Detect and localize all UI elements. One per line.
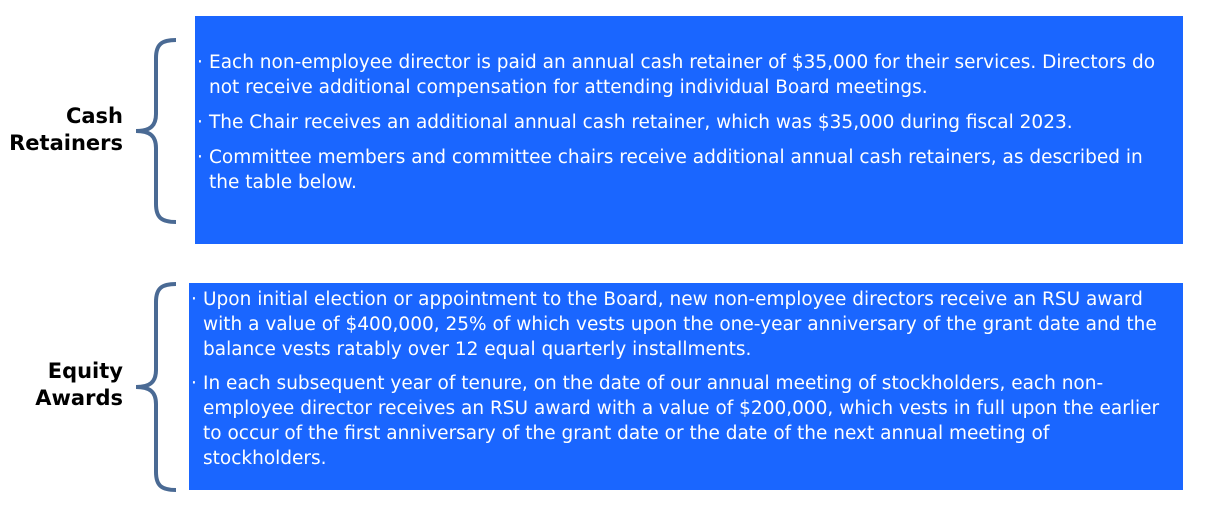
cash-retainers-label — [0, 103, 123, 157]
item-text: In each subsequent year of tenure, on the date of our annual meeting of stockholders, each non-employee director receives an RSU award with a value of $200,000, which vests in full upon the earlier to occur of the first anniversary of the grant date or the date of the next annual meeting of stockholders. — [203, 373, 1160, 469]
equity-awards-box — [189, 283, 1183, 490]
label-line: Retainers — [9, 131, 123, 155]
list-item: · The Chair receives an additional annual cash retainer, which was $35,000 during fiscal 2023. — [197, 112, 1073, 133]
brace-icon — [130, 36, 180, 226]
brace-icon — [130, 280, 180, 494]
label-line: Equity — [47, 359, 123, 383]
equity-awards-label — [0, 358, 123, 412]
item-text: Each non-employee director is paid an annual cash retainer of $35,000 for their services. Directors do not receive additional compensation for attending individual Board meetings. — [209, 52, 1156, 98]
label-line: Cash — [65, 104, 123, 128]
item-text: The Chair receives an additional annual cash retainer, which was $35,000 during fiscal 2023. — [209, 112, 1073, 133]
list-item: · Upon initial election or appointment to the Board, new non-employee directors receive an RSU award with a value of $400,000, 25% of which vests upon the one-year anniversary of the grant date and the balance vests ratably over 12 equal quarterly installments. — [191, 289, 1157, 360]
list-item: · Committee members and committee chairs receive additional annual cash retainers, as described in the table below. — [197, 147, 1143, 193]
label-line: Awards — [35, 386, 123, 410]
item-text: Committee members and committee chairs receive additional annual cash retainers, as described in the table below. — [209, 147, 1143, 193]
item-text: Upon initial election or appointment to the Board, new non-employee directors receive an RSU award with a value of $400,000, 25% of which vests upon the one-year anniversary of the grant date and the balance vests ratably over 12 equal quarterly installments. — [203, 289, 1157, 360]
list-item: · In each subsequent year of tenure, on the date of our annual meeting of stockholders, each non-employee director receives an RSU award with a value of $200,000, which vests in full upon the earlier to occur of the first anniversary of the grant date or the date of the next annual meeting of stockholders. — [191, 373, 1160, 469]
list-item: · Each non-employee director is paid an annual cash retainer of $35,000 for their services. Directors do not receive additional compensation for attending individual Board meetings. — [197, 52, 1156, 98]
cash-retainers-box — [195, 16, 1183, 244]
